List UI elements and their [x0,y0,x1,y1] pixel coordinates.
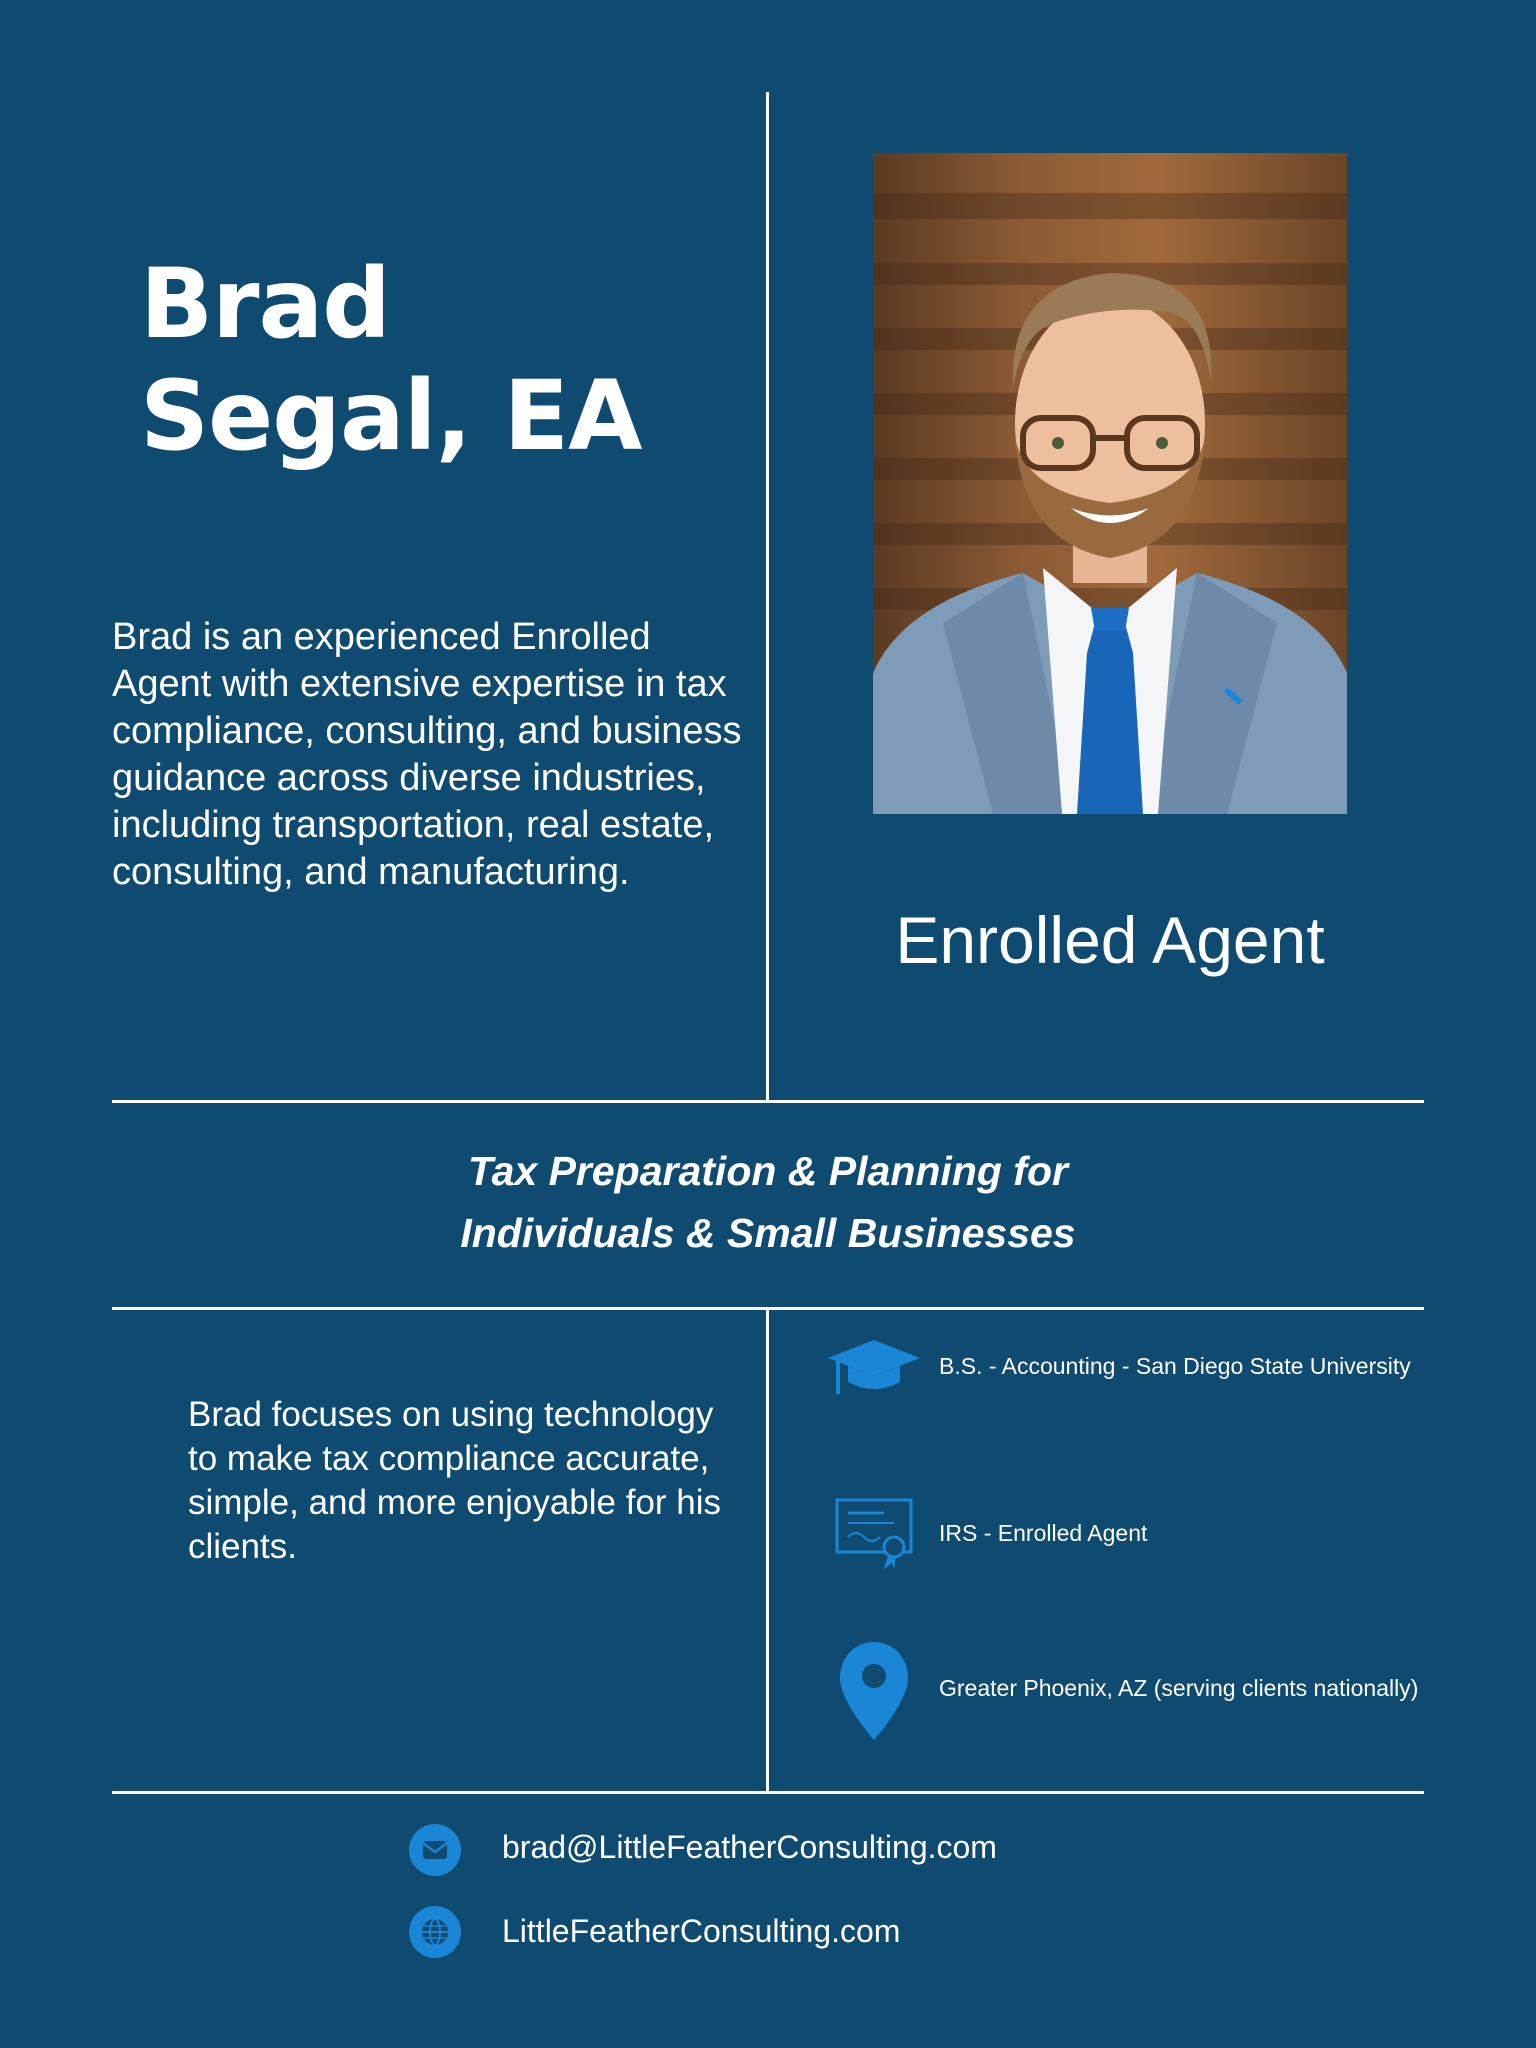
upper-horizontal-divider [112,1100,1424,1103]
profile-photo [873,153,1347,814]
lower-horizontal-divider [112,1791,1424,1794]
tagline-line1: Tax Preparation & Planning for [468,1148,1068,1194]
tagline [112,1140,1424,1264]
profile-bio: Brad is an experienced Enrolled Agent with extensive expertise in tax compliance, consulting, and business guidance across diverse industries, including transportation, real estate, consulting, and manufacturing. [112,616,742,893]
focus-paragraph: Brad focuses on using technology to make tax compliance accurate, simple, and more enjoyable for his clients. [188,1395,722,1566]
credential-education: B.S. - Accounting - San Diego State University [939,1353,1411,1379]
top-vertical-divider [766,92,769,1102]
graduation-cap-icon [826,1336,922,1405]
profile-name [140,248,641,472]
profile-name-line1: Brad [140,248,391,360]
contact-website[interactable]: LittleFeatherConsulting.com [502,1913,901,1949]
tagline-line2: Individuals & Small Businesses [460,1210,1076,1256]
globe-icon [409,1906,461,1958]
credential-location: Greater Phoenix, AZ (serving clients nationally) [939,1675,1419,1701]
email-icon [409,1824,461,1876]
bottom-vertical-divider [766,1307,769,1793]
profile-role: Enrolled Agent [895,903,1325,977]
credential-irs: IRS - Enrolled Agent [939,1520,1148,1546]
profile-name-line2: Segal, EA [140,360,642,472]
contact-email[interactable]: brad@LittleFeatherConsulting.com [502,1829,997,1865]
certificate-icon [834,1497,914,1576]
location-pin-icon [838,1640,910,1747]
